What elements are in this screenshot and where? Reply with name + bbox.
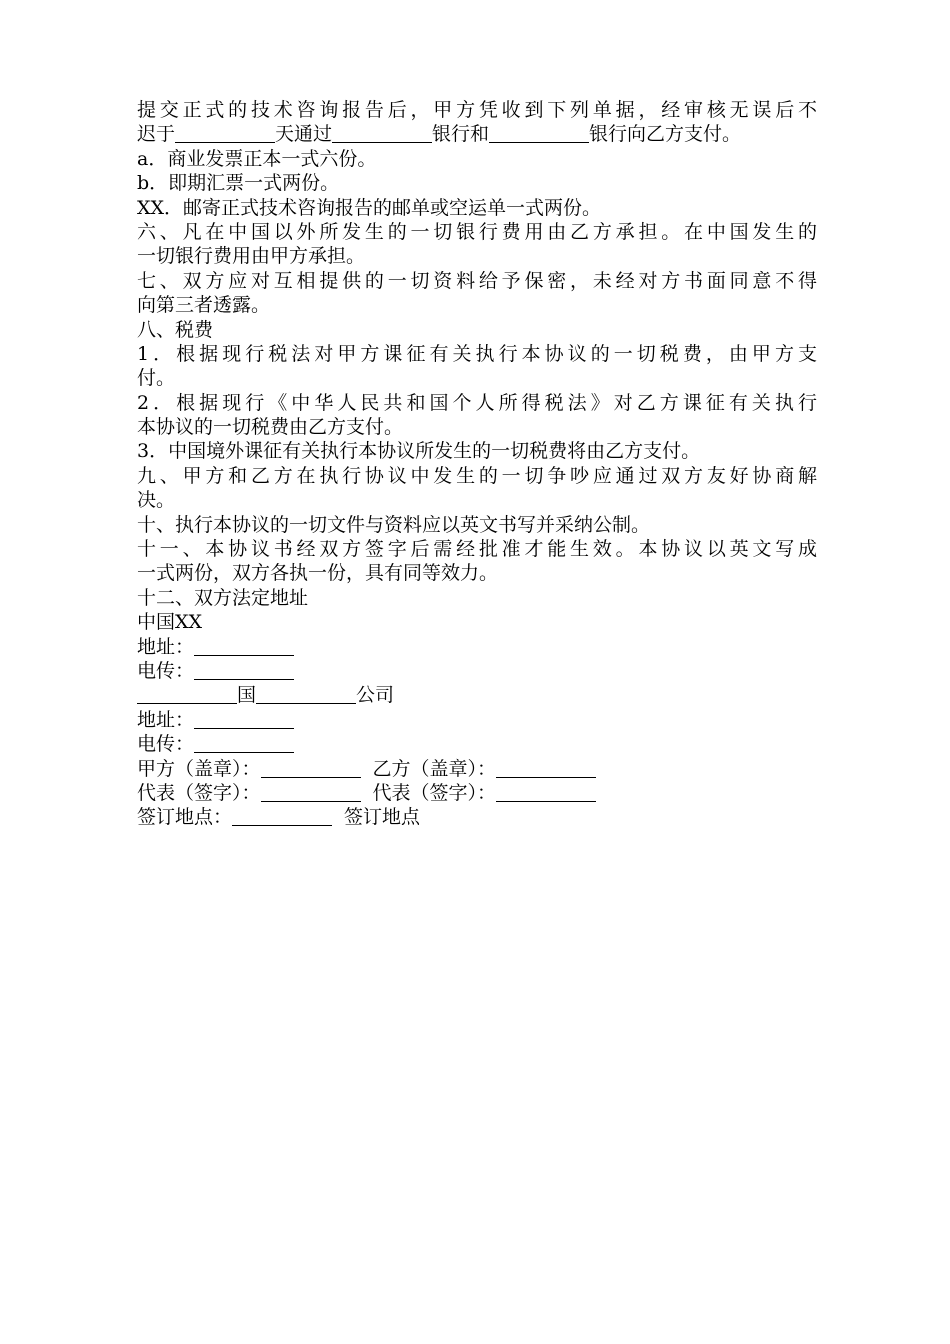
country-blank[interactable]: [137, 684, 237, 704]
payment-text-c: 银行和: [432, 123, 490, 146]
cn-address-blank[interactable]: [194, 636, 294, 656]
fax-label: 电传：: [137, 733, 195, 756]
sign-place-row: [137, 805, 817, 829]
section-8-1-line-1: 1．根据现行税法对甲方课征有关执行本协议的一切税费，由甲方支: [137, 342, 817, 365]
company-blank[interactable]: [256, 684, 356, 704]
item-xx: XX．邮寄正式技术咨询报告的邮单或空运单一式两份。: [137, 196, 602, 219]
representative-row: [137, 781, 817, 805]
party-a-rep-blank[interactable]: [261, 782, 361, 802]
cn-fax-blank[interactable]: [194, 660, 294, 680]
payment-text-b: 天通过: [275, 123, 333, 146]
country-label: 国: [237, 684, 257, 707]
days-blank[interactable]: [175, 123, 275, 143]
party-a-rep-label: 代表（签字）：: [137, 781, 261, 804]
address-label: 地址：: [137, 708, 195, 731]
item-a: a．商业发票正本一式六份。: [137, 147, 377, 170]
section-11-line-1: 十一、本协议书经双方签字后需经批准才能生效。本协议以英文写成: [137, 538, 817, 561]
item-b: b．即期汇票一式两份。: [137, 172, 340, 195]
sign-place-label: 签订地点：: [137, 806, 233, 829]
party-b-rep-blank[interactable]: [496, 782, 596, 802]
fax-label: 电传：: [137, 659, 195, 682]
party-a-seal-blank[interactable]: [261, 758, 361, 778]
address-label: 地址：: [137, 635, 195, 658]
party-b-rep-label: 代表（签字）：: [372, 781, 497, 804]
section-10: 十、执行本协议的一切文件与资料应以英文书写并采纳公制。: [137, 513, 651, 536]
sign-place-blank[interactable]: [232, 806, 332, 826]
foreign-address-blank[interactable]: [194, 709, 294, 729]
bank-1-blank[interactable]: [332, 123, 432, 143]
section-9-line-1: 九、甲方和乙方在执行协议中发生的一切争吵应通过双方友好协商解: [137, 464, 817, 487]
party-cn: 中国XX: [137, 611, 203, 634]
section-7-line-2: 向第三者透露。: [137, 294, 271, 317]
section-8-1-line-2: 付。: [137, 367, 176, 390]
section-8-title: 八、税费: [137, 318, 214, 341]
sign-place-label-2: 签订地点: [344, 806, 421, 829]
payment-text-a: 迟于: [137, 123, 176, 146]
company-label: 公司: [356, 684, 395, 707]
section-11-line-2: 一式两份，双方各执一份，具有同等效力。: [137, 562, 499, 585]
bank-2-blank[interactable]: [489, 123, 589, 143]
cn-address-row: [137, 635, 817, 659]
section-12-title: 十二、双方法定地址: [137, 586, 309, 609]
party-b-seal-label: 乙方（盖章）：: [372, 757, 497, 780]
document-page: [137, 98, 817, 830]
foreign-fax-row: [137, 732, 817, 756]
party-b-seal-blank[interactable]: [496, 758, 596, 778]
foreign-fax-blank[interactable]: [194, 733, 294, 753]
section-9-line-2: 决。: [137, 489, 176, 512]
section-6-line-2: 一切银行费用由甲方承担。: [137, 245, 366, 268]
payment-clause-line-2: [137, 122, 817, 146]
foreign-address-row: [137, 708, 817, 732]
section-6-line-1: 六、凡在中国以外所发生的一切银行费用由乙方承担。在中国发生的: [137, 220, 817, 243]
section-8-2-line-2: 本协议的一切税费由乙方支付。: [137, 416, 404, 439]
payment-clause-line-1: 提交正式的技术咨询报告后，甲方凭收到下列单据，经审核无误后不: [137, 99, 817, 121]
party-a-seal-label: 甲方（盖章）：: [137, 757, 261, 780]
payment-text-d: 银行向乙方支付。: [589, 123, 742, 146]
section-8-3: 3．中国境外课征有关执行本协议所发生的一切税费将由乙方支付。: [137, 440, 701, 463]
seal-row: [137, 757, 817, 781]
foreign-company-row: [137, 683, 817, 707]
section-8-2-line-1: 2．根据现行《中华人民共和国个人所得税法》对乙方课征有关执行: [137, 391, 817, 414]
section-7-line-1: 七、双方应对互相提供的一切资料给予保密，未经对方书面同意不得: [137, 269, 817, 292]
cn-fax-row: [137, 659, 817, 683]
